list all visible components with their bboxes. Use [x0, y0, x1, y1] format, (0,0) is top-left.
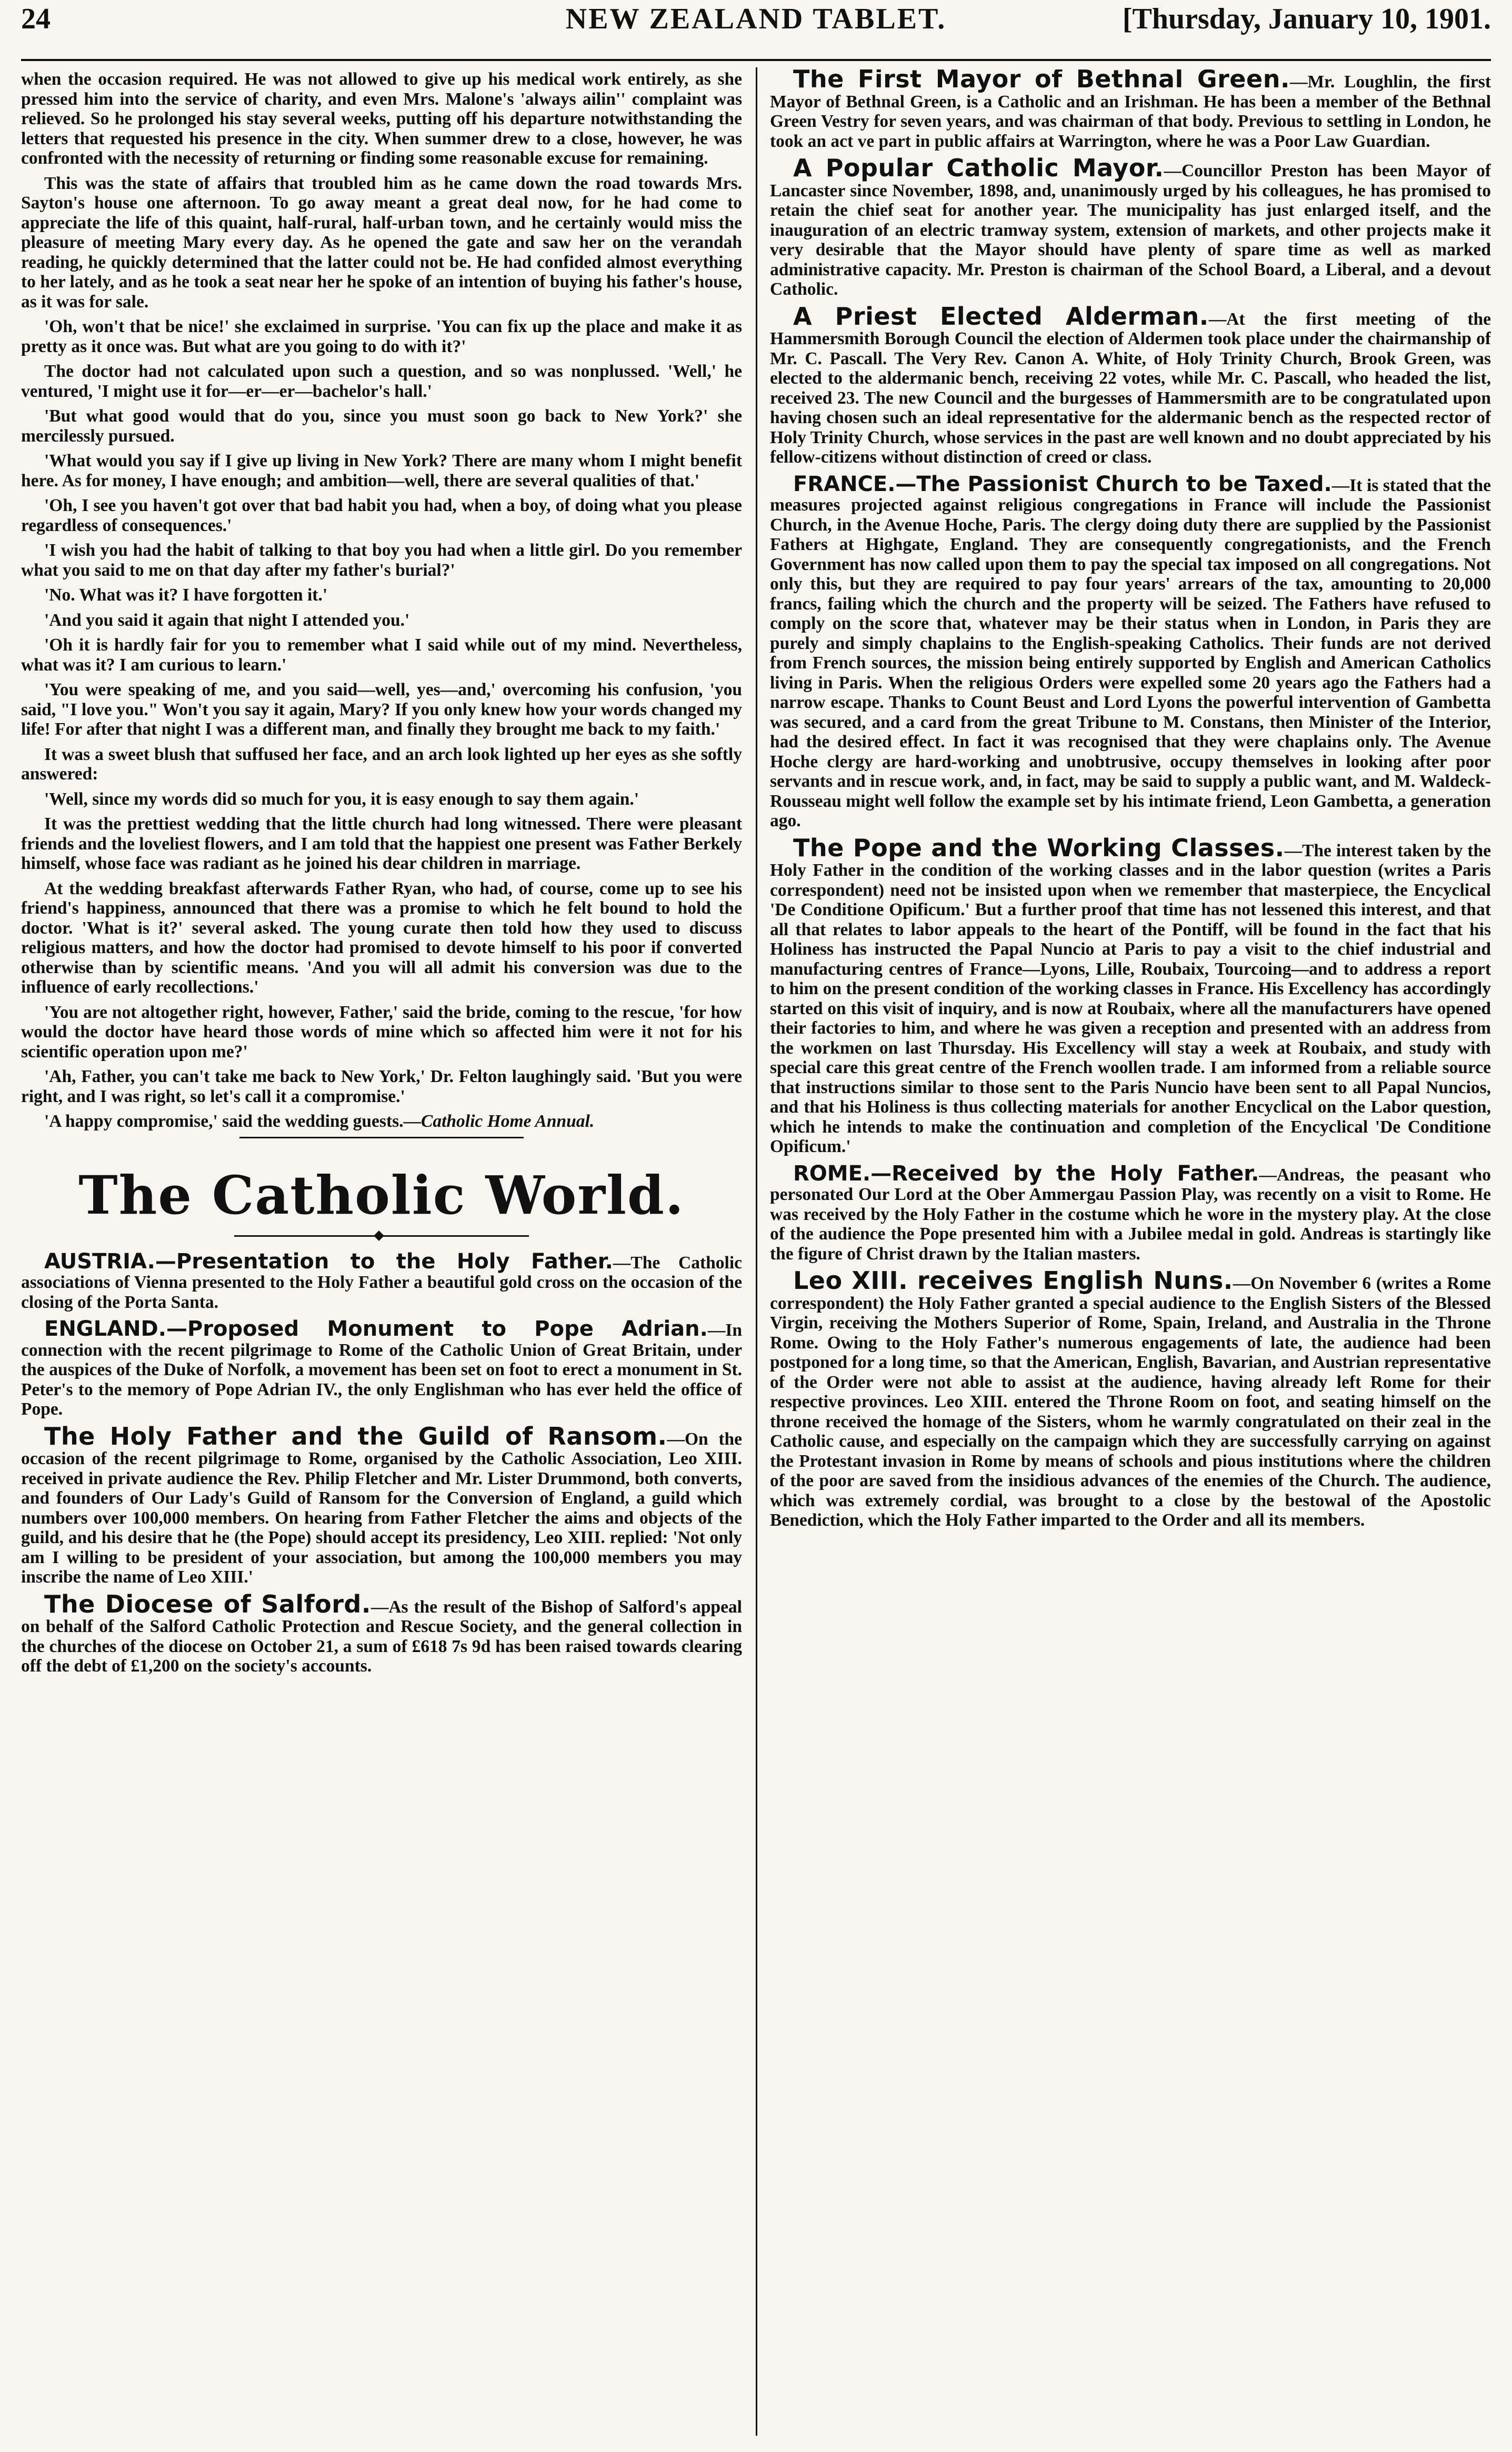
closing-source: Catholic Home Annual.: [421, 1112, 595, 1131]
closing-text: 'A happy compromise,' said the wedding guests.—: [44, 1112, 422, 1131]
article-heading: A Priest Elected Alderman.: [793, 302, 1209, 331]
newspaper-title: NEW ZEALAND TABLET.: [565, 3, 947, 35]
article-priest-alderman: [770, 302, 1491, 467]
article-heading: The First Mayor of Bethnal Green.: [793, 69, 1290, 93]
story-paragraph: 'You are not altogether right, however, Father,' said the bride, coming to the rescue, 'for how would the doctor have heard those words of mine which so affected him were it not for his scientific operation upon me?': [21, 1002, 742, 1062]
article-body: [21, 1319, 742, 1419]
article-body: [770, 1161, 1491, 1264]
article-austria: [21, 1249, 742, 1313]
masthead: [21, 0, 1491, 61]
story-paragraph: 'What would you say if I give up living in New York? There are many whom I might benefit here. As for money, I have enough; and ambition—well, there are several qualities of that.': [21, 451, 742, 491]
story-end-rule: [239, 1137, 524, 1138]
article-body: [770, 833, 1491, 1157]
story-paragraph: It was the prettiest wedding that the little church had long witnessed. There were pleasant friends and the loveliest flowers, and I am told that the happiest one present was Father Berkely himself, whose face was radiant as he joined his dear children in marriage.: [21, 814, 742, 873]
story-paragraph: 'But what good would that do you, since you must soon go back to New York?' she mercilessly pursued.: [21, 406, 742, 446]
article-guild-of-ransom: [21, 1422, 742, 1587]
article-bethnal-green: [770, 69, 1491, 151]
article-body: [770, 302, 1491, 467]
article-popular-mayor: [770, 154, 1491, 299]
story-paragraph: This was the state of affairs that troubled him as he came down the road towards Mrs. Sayton's house one afternoon. To go away meant a great deal now, for he had come to appreciate the life of this quaint, half-rural, half-urban town, and he certainly would miss the pleasure of meeting Mary every day. As he opened the gate and saw her on the verandah reading, he quickly determined that the latter could not be. He had confided almost everything to her lately, and as he took a seat near her he spoke of an intention of buying his father's house, as it was for sale.: [21, 173, 742, 312]
article-heading: The Holy Father and the Guild of Ransom.: [44, 1422, 667, 1450]
story-paragraph: 'Oh it is hardly fair for you to remember what I said while out of my mind. Nevertheless, what was it? I am curious to learn.': [21, 635, 742, 675]
article-england: [21, 1319, 742, 1419]
article-leo-xiii-nuns: [770, 1266, 1491, 1530]
article-text: —As the result of the Bishop of Salford's appeal on behalf of the Salford Catholic Protection and Rescue Society, and the general collection in the churches of the diocese on October 21, a sum of £618 7s 9d has been raised towards clearing off the debt of £1,200 on the society's accounts.: [21, 1597, 742, 1676]
article-body: [770, 154, 1491, 299]
ornament-rule: [234, 1232, 529, 1239]
story-paragraph: The doctor had not calculated upon such a question, and so was nonplussed. 'Well,' he ventured, 'I might use it for—er—er—bachelor's hall.': [21, 362, 742, 401]
article-body: [21, 1589, 742, 1676]
article-body: [770, 1266, 1491, 1530]
article-text: —Mr. Loughlin, the first Mayor of Bethnal Green, is a Catholic and an Irishman. He has been a member of the Bethnal Green Vestry for seven years, and was chairman of that body. Previous to settling in London, he took an act ve part in public affairs at Warrington, where he was a Poor Law Guardian.: [770, 72, 1491, 151]
article-body: [770, 472, 1491, 831]
article-text: —On November 6 (writes a Rome correspondent) the Holy Father granted a special audience to the English Sisters of the Blessed Virgin, receiving the Mothers Superior of Rome, Spain, Ireland, and Australia in the Throne Rome. Owing to the Holy Father's numerous engagements of late, the audience had been postponed for a long time, so that the American, English, Bavarian, and Austrian representative of the Order were not able to assist at the audience, having already left Rome for their respective provinces. Leo XIII. entered the Throne Room on foot, and seating himself on the throne received the homage of the Sisters, whom he warmly congratulated on their zeal in the Catholic cause, and especially on the campaign which they are successfully carrying on against the Protestant invasion in Rome by means of schools and pious institutions where the children of the poor are saved from the insidious advances of the enemies of the Church. The audience, which was extremely cordial, was brought to a close by the bestowal of the Apostolic Benediction, which the Holy Father imparted to the Order and all its members.: [770, 1274, 1491, 1530]
column-divider: [756, 67, 757, 2436]
article-heading: ROME.—Received by the Holy Father.: [793, 1161, 1259, 1186]
article-text: —The Catholic associations of Vienna presented to the Holy Father a beautiful gold cross on the occasion of the closing of the Porta Santa.: [21, 1253, 742, 1312]
left-column: [21, 69, 742, 2433]
story-paragraph: 'And you said it again that night I attended you.': [44, 610, 410, 630]
article-pope-working-classes: [770, 833, 1491, 1157]
diamond-ornament: [374, 1230, 384, 1241]
article-body: [21, 1249, 742, 1313]
article-body: [770, 69, 1491, 151]
article-heading: A Popular Catholic Mayor.: [793, 154, 1164, 182]
story-paragraph: 'No. What was it? I have forgotten it.': [44, 585, 328, 605]
article-text: —At the first meeting of the Hammersmith Borough Council the election of Aldermen took place under the chairmanship of Mr. C. Pascall. The Very Rev. Canon A. White, of Holy Trinity Church, Brook Green, was elected to the aldermanic bench, receiving 22 votes, while Mr. C. Pascall, who headed the list, received 23. The new Council and the burgesses of Hammersmith are to be congratulated upon having chosen such an ideal representative for the aldermanic bench as the respected rector of Holy Trinity Church, whose services in the past are well known and no doubt appreciated by his fellow-citizens without distinction of creed or class.: [770, 309, 1491, 467]
story-paragraph: It was a sweet blush that suffused her face, and an arch look lighted up her eyes as she softly answered:: [21, 744, 742, 784]
article-france-passionist: [770, 472, 1491, 831]
article-heading: AUSTRIA.—Presentation to the Holy Father.: [44, 1249, 613, 1274]
article-text: —It is stated that the measures projected against religious congregations in France will include the Passionist Church, in the Avenue Hoche, Paris. The clergy doing duty there are supplied by the Passionist Fathers at Highgate, England. They are consequently congregationists, and the French Government has now called upon them to pay the special tax imposed on all congregations. Not only this, but they are required to pay four years' arrears of the tax, amounting to 20,000 francs, failing which the church and the property will be seized. The Fathers have refused to comply on the score that, whatever may be their status when in London, in Paris they are purely and simply chaplains to the English-speaking Catholics. Their funds are not derived from French sources, the mission being entirely supported by English and American Catholics living in Paris. When the religious Orders were expelled some 20 years ago the Fathers had a narrow escape. Thanks to Count Beust and Lord Lyons the powerful intervention of Gambetta was secured, and a card from the great Tribune to M. Constans, then Minister of the Interior, had the desired effect. In fact it was recognised that they were chaplains only. The Avenue Hoche clergy are hard-working and unobtrusive, occupy themselves in looking after poor servants and in rescue work, and, in fact, may be said to supply a public want, and M. Waldeck-Rousseau might well follow the example set by his intimate friend, Leon Gambetta, a generation ago.: [770, 475, 1491, 830]
issue-date: [Thursday, January 10, 1901.: [1122, 3, 1491, 35]
article-heading: ENGLAND.—Proposed Monument to Pope Adrian.: [44, 1317, 708, 1341]
article-text: —In connection with the recent pilgrimage to Rome of the Catholic Union of Great Britain, under the auspices of the Duke of Norfolk, a movement has been set on foot to erect a monument in St. Peter's to the memory of Pope Adrian IV., the only Englishman who has ever held the office of Pope.: [21, 1320, 742, 1419]
article-heading: The Diocese of Salford.: [44, 1589, 371, 1618]
article-body: [21, 1422, 742, 1587]
article-text: —On the occasion of the recent pilgrimage to Rome, organised by the Catholic Association, Leo XIII. received in private audience the Rev. Philip Fletcher and Mr. Lister Drummond, both converts, and founders of Our Lady's Guild of Ransom for the Conversion of England, a guild which numbers over 100,000 members. On hearing from Father Fletcher the aims and objects of the guild, and his desire that he (the Pope) should accept its presidency, Leo XIII. replied: 'Not only am I willing to be president of your association, but among the 100,000 members you may inscribe the name of Leo XIII.': [21, 1429, 742, 1587]
story-paragraph: 'Oh, won't that be nice!' she exclaimed in surprise. 'You can fix up the place and make it as pretty as it once was. But what are you going to do with it?': [21, 317, 742, 356]
story-paragraph: 'You were speaking of me, and you said—well, yes—and,' overcoming his confusion, 'you said, "I love you." Won't you say it again, Mary? If you only knew how your words changed my life! For after that night I was a different man, and finally they brought me back to my faith.': [21, 680, 742, 739]
story-paragraph: At the wedding breakfast afterwards Father Ryan, who had, of course, come up to see his friend's happiness, announced that there was a promise to which he felt bound to hold the doctor. 'What is it?' several asked. The young curate then told how they used to discuss religious matters, and how the doctor had promised to devote himself to his poor if converted otherwise than by scientific means. 'And you will all admit his conversion was due to the influence of early recollections.': [21, 878, 742, 997]
article-heading: The Pope and the Working Classes.: [793, 833, 1285, 862]
story-closing: [21, 1112, 742, 1132]
article-heading: FRANCE.—The Passionist Church to be Taxed.: [793, 472, 1332, 496]
page-number: 24: [21, 3, 51, 35]
article-text: —The interest taken by the Holy Father in the condition of the working classes and in the labor question (writes a Paris correspondent) need not be insisted upon when we remember that masterpiece, the Encyclical 'De Conditione Opificum.' But a further proof that time has not lessened this interest, and that all that relates to labor appeals to the heart of the Pontiff, will be found in the fact that his Holiness has instructed the Papal Nuncio at Paris to pay a visit to the chief industrial and manufacturing centres of France—Lyons, Lille, Roubaix, Tourcoing—and to address a report to him on the present condition of the working classes in France. His Excellency has accordingly started on this visit of inquiry, and is now at Roubaix, where all the manufacturers have opened their factories to him, and where he was given a reception and presented with an address from the workmen on last Thursday. His Excellency will stay a week at Roubaix, and study with special care this great centre of the French woollen trade. I am informed from a reliable source that instructions similar to those sent to the Paris Nuncio have been sent to all Papal Nuncios, and that his Holiness is thus collecting materials for another Encyclical on the Labor question, which he intends to make the continuation and completion of the Encyclical 'De Conditione Opificum.': [770, 840, 1491, 1156]
article-text: —Andreas, the peasant who personated Our Lord at the Ober Ammergau Passion Play, was recently on a visit to Rome. He was received by the Holy Father in the costume which he wore in the mystery play. At the close of the audience the Pope presented him with a Jubilee medal in gold. Andreas is startingly like the figure of Christ drawn by the Italian masters.: [770, 1165, 1491, 1264]
section-title: The Catholic World.: [78, 1164, 685, 1226]
article-heading: Leo XIII. receives English Nuns.: [793, 1266, 1233, 1295]
article-rome: [770, 1161, 1491, 1264]
story-paragraph: when the occasion required. He was not allowed to give up his medical work entirely, as she pressed him into the service of charity, and even Mrs. Malone's 'always ailin'' complaint was relieved. So he prolonged his stay several weeks, putting off his departure notwithstanding the letters that requested his presence in the city. When summer drew to a close, however, he was confronted with the necessity of returning or finding some reasonable excuse for remaining.: [21, 69, 742, 168]
article-text: —Councillor Preston has been Mayor of Lancaster since November, 1898, and, unanimously urged by his colleagues, he has promised to retain the chief seat for another year. The municipality has just enlarged itself, and the inauguration of an electric tramway system, extension of markets, and other projects make it very desirable that the Mayor should have plenty of spare time as well as marked administrative capacity. Mr. Preston is chairman of the School Board, a Liberal, and a devout Catholic.: [770, 161, 1491, 299]
right-column: [770, 69, 1491, 2433]
story-paragraph: 'Oh, I see you haven't got over that bad habit you had, when a boy, of doing what you please regardless of consequences.': [21, 496, 742, 535]
story-paragraph: 'Ah, Father, you can't take me back to New York,' Dr. Felton laughingly said. 'But you were right, and I was right, so let's call it a compromise.': [21, 1067, 742, 1106]
article-salford: [21, 1589, 742, 1676]
story-paragraph: 'Well, since my words did so much for you, it is easy enough to say them again.': [44, 789, 639, 809]
story-paragraph: 'I wish you had the habit of talking to that boy you had when a little girl. Do you remember what you said to me on that day after my father's burial?': [21, 541, 742, 580]
